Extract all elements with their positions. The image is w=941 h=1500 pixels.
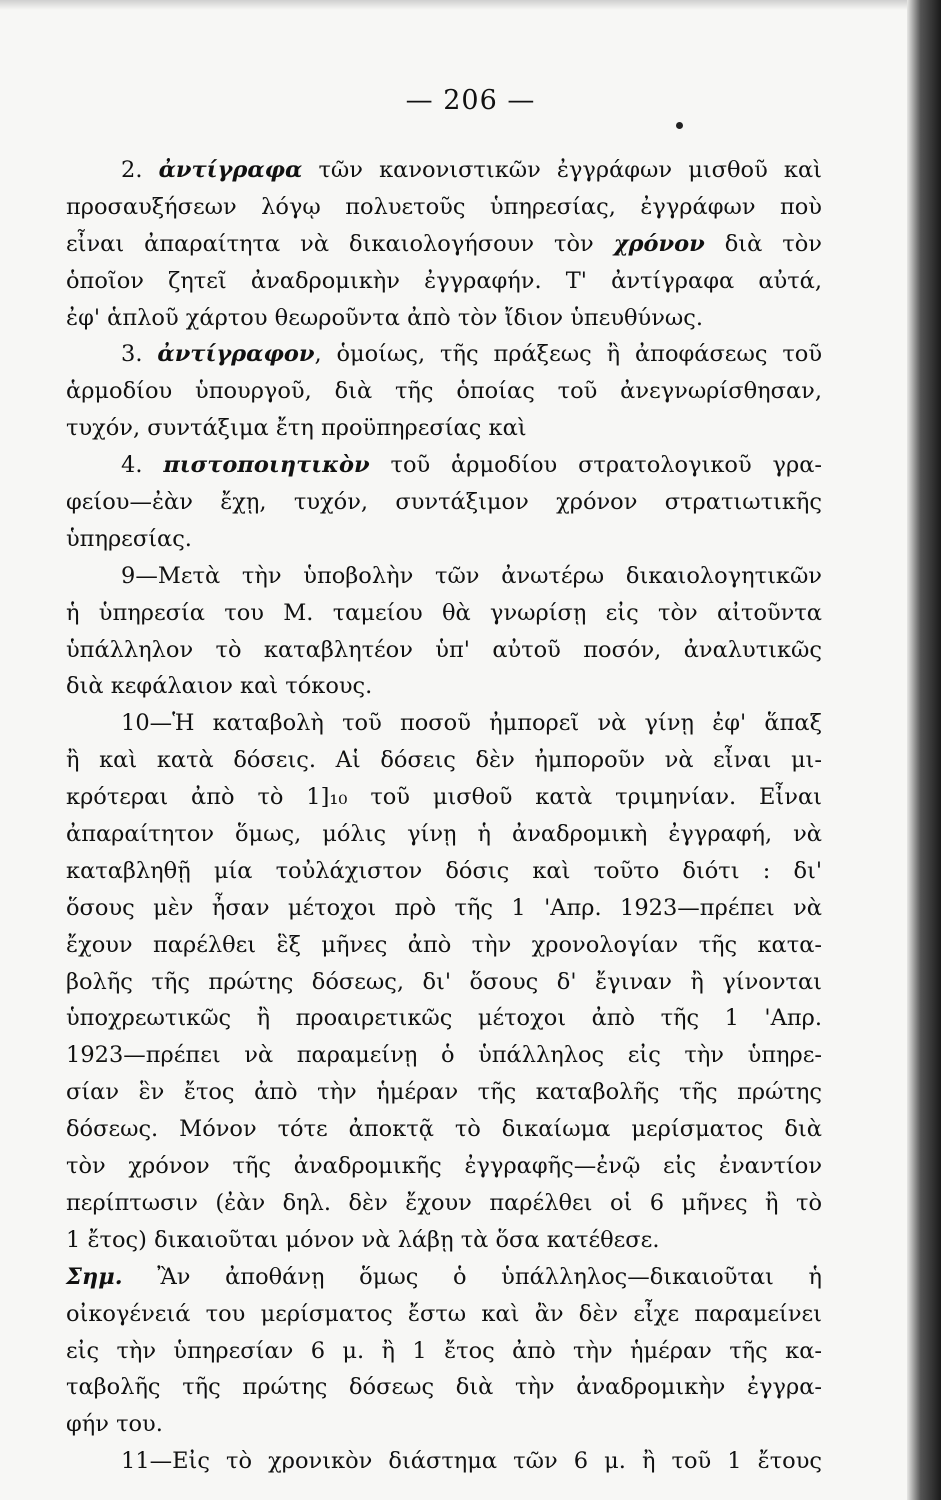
text-line (66, 300, 822, 337)
text-line (66, 1259, 822, 1296)
text-line (66, 705, 822, 742)
text-segment: προσαυξήσεων λόγῳ πολυετοῦς ὑπηρεσίας, ἐγγράφων ποὺ (66, 193, 822, 220)
text-segment: 4. (121, 452, 164, 479)
text-segment: φείου—ἐὰν ἔχῃ, τυχόν, συντάξιμον χρόνον στρατιωτικῆς (66, 489, 822, 516)
text-line (66, 336, 822, 373)
text-line (66, 1148, 822, 1185)
text-segment: εἶναι ἀπαραίτητα νὰ δικαιολογήσουν τὸν (66, 230, 614, 257)
text-segment: τὸν χρόνον τῆς ἀναδρομικῆς ἐγγραφῆς—ἐνῷ εἰς ἐναντίον (66, 1153, 822, 1180)
text-line (66, 1000, 822, 1037)
emphasized-term: πιστοποιητικὸν (163, 452, 370, 479)
text-segment: οἰκογένειά του μερίσματος ἔστω καὶ ἂν δὲν εἶχε παραμείνει (66, 1300, 822, 1327)
emphasized-term: χρόνον (613, 230, 705, 257)
text-segment: ἡ ὑπηρεσία του Μ. ταμείου θὰ γνωρίσῃ εἰς τὸν αἰτοῦντα (66, 599, 822, 626)
text-line (66, 484, 822, 521)
page-body (66, 152, 822, 1480)
text-segment: τοῦ ἁρμοδίου στρατολογικοῦ γρα- (369, 452, 822, 479)
text-line (66, 595, 822, 632)
text-segment: εἰς τὴν ὑπηρεσίαν 6 μ. ἢ 1 ἔτος ἀπὸ τὴν ἡμέραν τῆς κα- (66, 1337, 822, 1364)
text-segment: Ἂν ἀποθάνῃ ὅμως ὁ ὑπάλληλος—δικαιοῦται ἡ (122, 1263, 822, 1290)
text-segment: τῶν κανονιστικῶν ἐγγράφων μισθοῦ καὶ (302, 157, 822, 183)
text-line (66, 447, 822, 484)
text-segment: βολῆς τῆς πρώτης δόσεως, δι' ὅσους δ' ἔγιναν ἢ γίνονται (66, 968, 822, 995)
text-line (66, 1333, 822, 1370)
text-segment: ἀπαραίτητον ὅμως, μόλις γίνῃ ἡ ἀναδρομικὴ ἐγγραφή, νὰ (66, 821, 822, 848)
text-segment: ὁποῖον ζητεῖ ἀναδρομικὴν ἐγγραφήν. Τ' ἀντίγραφα αὐτά, (66, 267, 822, 294)
text-line (66, 632, 822, 669)
text-segment: περίπτωσιν (ἐὰν δηλ. δὲν ἔχουν παρέλθει οἱ 6 μῆνες ἢ τὸ (66, 1189, 822, 1216)
emphasized-term: Σημ. (66, 1263, 123, 1290)
text-segment: κρότεραι ἀπὸ τὸ 1]₁₀ τοῦ μισθοῦ κατὰ τριμηνίαν. Εἶναι (66, 784, 822, 811)
text-segment: ἁρμοδίου ὑπουργοῦ, διὰ τῆς ὁποίας τοῦ ἀνεγνωρίσθησαν, (66, 378, 822, 405)
text-segment: διὰ τὸν (704, 230, 822, 257)
text-segment: 2. (121, 157, 159, 183)
text-segment: ἔχουν παρέλθει ἓξ μῆνες ἀπὸ τὴν χρονολογίαν τῆς κατα- (66, 931, 822, 958)
emphasized-term: ἀντίγραφον (157, 341, 315, 368)
page-top-shadow (0, 0, 941, 10)
text-line (66, 189, 822, 226)
page-binding-edge (907, 0, 941, 1500)
text-line (66, 1369, 822, 1406)
text-segment: ταβολῆς τῆς πρώτης δόσεως διὰ τὴν ἀναδρομικὴν ἐγγρα- (66, 1374, 822, 1401)
text-segment: τυχόν, συντάξιμα ἔτη προϋπηρεσίας καὶ (66, 415, 527, 442)
text-segment: σίαν ἓν ἔτος ἀπὸ τὴν ἡμέραν τῆς καταβολῆς τῆς πρώτης (66, 1079, 822, 1106)
text-line (66, 927, 822, 964)
text-line (66, 1074, 822, 1111)
text-line (66, 152, 822, 189)
text-segment: 3. (121, 341, 158, 368)
text-segment: διὰ κεφάλαιον καὶ τόκους. (66, 673, 373, 700)
text-segment: δόσεως. Μόνον τότε ἀποκτᾷ τὸ δικαίωμα μερίσματος διὰ (66, 1116, 822, 1143)
text-line (66, 1222, 822, 1259)
text-segment: 9—Μετὰ τὴν ὑποβολὴν τῶν ἀνωτέρω δικαιολογητικῶν (121, 562, 822, 589)
text-line (66, 1037, 822, 1074)
text-line (66, 558, 822, 595)
text-line (66, 853, 822, 890)
text-line (66, 816, 822, 853)
text-segment: ὅσους μὲν ἦσαν μέτοχοι πρὸ τῆς 1 'Απρ. 1923—πρέπει νὰ (66, 894, 822, 921)
text-line (66, 742, 822, 779)
text-line (66, 373, 822, 410)
text-segment: καταβληθῇ μία τοὐλάχιστον δόσις καὶ τοῦτο διότι : δι' (66, 857, 822, 884)
ink-speck (676, 122, 683, 129)
text-line (66, 410, 822, 447)
text-line (66, 668, 822, 705)
text-segment: 1923—πρέπει νὰ παραμείνῃ ὁ ὑπάλληλος εἰς τὴν ὑπηρε- (66, 1042, 822, 1069)
text-line (66, 263, 822, 300)
text-segment: , ὁμοίως, τῆς πράξεως ἢ ἀποφάσεως τοῦ (314, 341, 822, 368)
text-line (66, 890, 822, 927)
text-line (66, 964, 822, 1001)
text-line (66, 1296, 822, 1333)
text-segment: ὑποχρεωτικῶς ἢ προαιρετικῶς μέτοχοι ἀπὸ τῆς 1 'Απρ. (66, 1005, 822, 1032)
emphasized-term: ἀντίγραφα (158, 157, 303, 183)
text-line (66, 1443, 822, 1480)
text-line (66, 779, 822, 816)
page-number: — 206 — (405, 85, 536, 116)
text-segment: φήν του. (66, 1411, 163, 1438)
text-segment: ἐφ' ἁπλοῦ χάρτου θεωροῦντα ἀπὸ τὸν ἴδιον ὑπευθύνως. (66, 304, 704, 331)
text-line (66, 226, 822, 263)
text-line (66, 1406, 822, 1443)
text-segment: ἢ καὶ κατὰ δόσεις. Αἱ δόσεις δὲν ἠμποροῦν νὰ εἶναι μι- (66, 747, 822, 774)
text-segment: ὑπηρεσίας. (66, 525, 192, 552)
text-line (66, 1185, 822, 1222)
text-line (66, 521, 822, 558)
text-segment: 1 ἔτος) δικαιοῦται μόνον νὰ λάβῃ τὰ ὅσα κατέθεσε. (66, 1226, 660, 1253)
text-line (66, 1111, 822, 1148)
text-segment: 10—Ἡ καταβολὴ τοῦ ποσοῦ ἠμπορεῖ νὰ γίνῃ ἐφ' ἅπαξ (121, 710, 822, 737)
text-segment: 11—Εἰς τὸ χρονικὸν διάστημα τῶν 6 μ. ἢ τοῦ 1 ἔτους (121, 1448, 822, 1475)
text-segment: ὑπάλληλον τὸ καταβλητέον ὑπ' αὐτοῦ ποσόν, ἀναλυτικῶς (66, 636, 822, 663)
